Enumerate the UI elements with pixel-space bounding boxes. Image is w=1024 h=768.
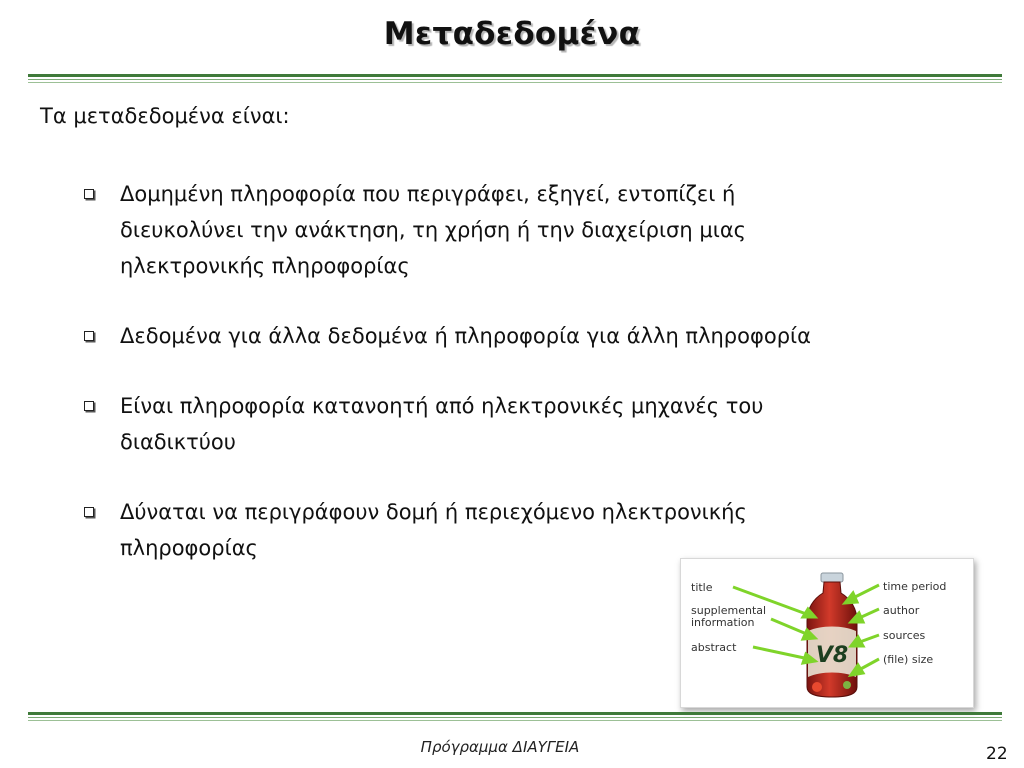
page-title: Μεταδεδομένα [383, 16, 641, 52]
label-abstract: abstract [691, 641, 737, 654]
bottom-divider [28, 712, 1002, 721]
bullet-line: διευκολύνει την ανάκτηση, τη χρήση ή την διαχείριση μιας [120, 218, 746, 242]
checkbox-bullet-icon [84, 507, 94, 517]
bullet-line: Είναι πληροφορία κατανοητή από ηλεκτρονικές μηχανές του [120, 394, 764, 418]
bullet-line: Δεδομένα για άλλα δεδομένα ή πληροφορία για άλλη πληροφορία [120, 324, 811, 348]
list-item [80, 388, 980, 460]
list-item [80, 176, 980, 284]
label-title: title [691, 581, 713, 594]
right-labels [883, 580, 946, 666]
arrow-icon [753, 647, 809, 659]
label-time-period: time period [883, 580, 947, 593]
footer-text: Πρόγραμμα ΔΙΑΥΓΕΙΑ [420, 738, 580, 756]
checkbox-bullet-icon [84, 189, 94, 199]
bullet-list [80, 176, 980, 600]
bullet-line: Δομημένη πληροφορία που περιγράφει, εξηγεί, εντοπίζει ή [120, 182, 736, 206]
bullet-line: διαδικτύου [120, 430, 236, 454]
bottle-diagram [681, 559, 973, 707]
left-labels [691, 581, 766, 654]
arrow-icon [771, 619, 809, 635]
label-supplemental: supplemental information [691, 604, 767, 629]
label-file-size: (file) size [883, 653, 934, 666]
label-sources: sources [883, 629, 926, 642]
checkbox-bullet-icon [84, 401, 94, 411]
label-author: author [883, 604, 920, 617]
intro-text: Τα μεταδεδομένα είναι: [40, 104, 290, 128]
list-item [80, 494, 980, 566]
bullet-line: πληροφορίας [120, 536, 258, 560]
top-divider [28, 74, 1002, 83]
bottle-cap-icon [821, 573, 843, 582]
tomato-icon [812, 682, 822, 692]
product-logo-text: V8 [815, 643, 849, 668]
list-item [80, 318, 980, 354]
bullet-line: Δύναται να περιγράφουν δομή ή περιεχόμενο ηλεκτρονικής [120, 500, 747, 524]
bullet-line: ηλεκτρονικής πληροφορίας [120, 254, 410, 278]
vegetable-icon [843, 681, 851, 689]
checkbox-bullet-icon [84, 331, 94, 341]
page-number: 22 [986, 744, 1008, 764]
metadata-illustration [680, 558, 974, 708]
